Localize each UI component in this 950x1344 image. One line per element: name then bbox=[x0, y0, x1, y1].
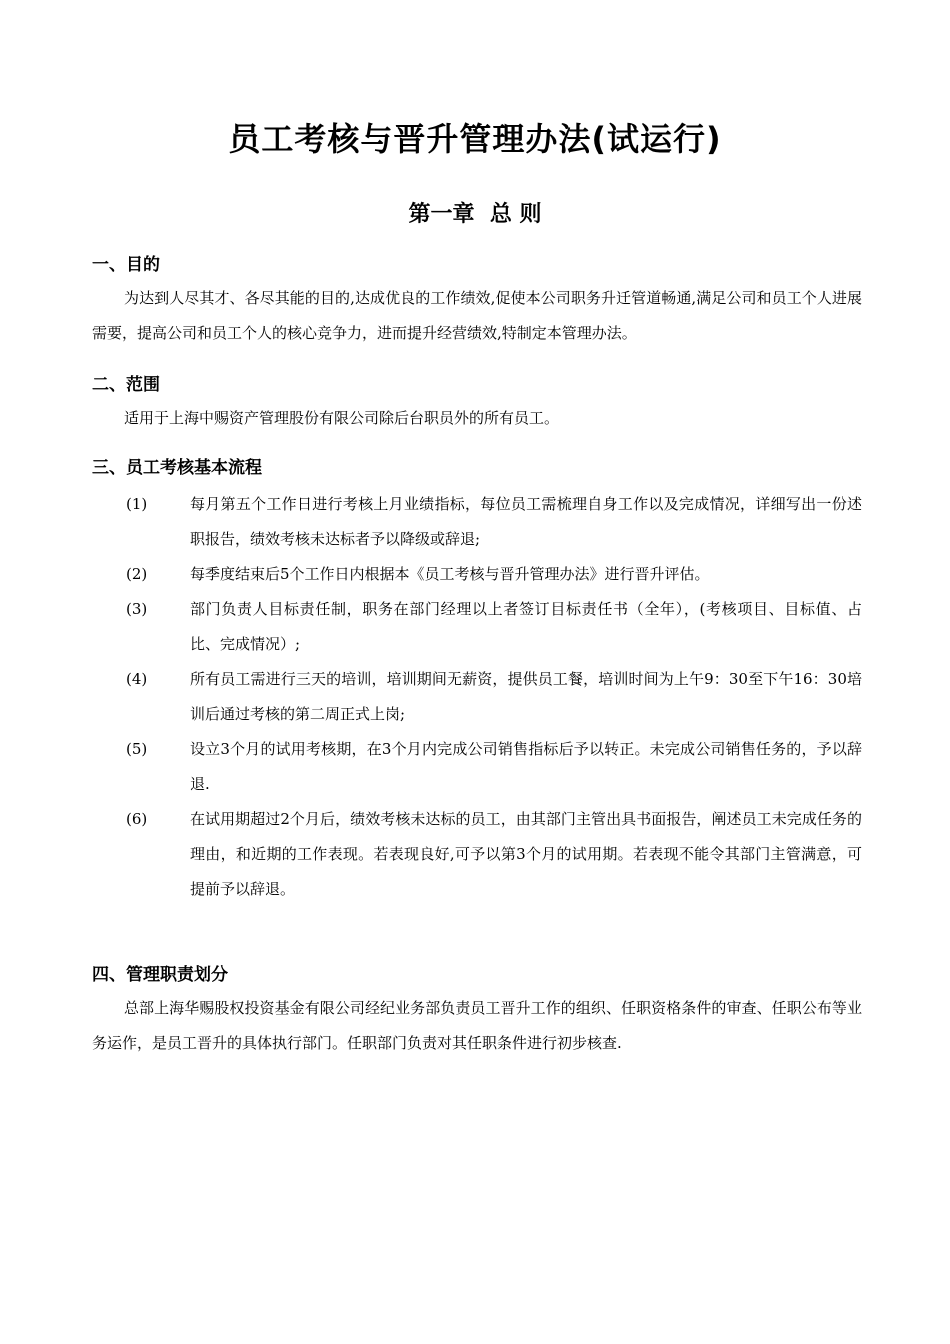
list-item bbox=[92, 732, 862, 802]
process-list bbox=[92, 487, 862, 907]
list-item bbox=[92, 487, 862, 557]
list-item-number: (4) bbox=[126, 670, 148, 688]
section-text-scope: 适用于上海中赐资产管理股份有限公司除后台职员外的所有员工。 bbox=[124, 409, 560, 427]
section-text-responsibility: 总部上海华赐股权投资基金有限公司经纪业务部负责员工晋升工作的组织、任职资格条件的审查、任职公布等业务运作，是员工晋升的具体执行部门。任职部门负责对其任职条件进行初步核查. bbox=[92, 999, 862, 1052]
section-text-purpose: 为达到人尽其才、各尽其能的目的,达成优良的工作绩效,促使本公司职务升迁管道畅通,满足公司和员工个人进展需要，提高公司和员工个人的核心竞争力，进而提升经营绩效,特制定本管理办法。 bbox=[92, 289, 862, 342]
list-item-text: 每月第五个工作日进行考核上月业绩指标，每位员工需梳理自身工作以及完成情况，详细写出一份述职报告，绩效考核未达标者予以降级或辞退; bbox=[190, 495, 862, 548]
list-item-number: (5) bbox=[126, 740, 148, 758]
list-item bbox=[92, 662, 862, 732]
list-item-text: 在试用期超过2个月后，绩效考核未达标的员工，由其部门主管出具书面报告，阐述员工未完成任务的理由，和近期的工作表现。若表现良好,可予以第3个月的试用期。若表现不能令其部门主管满意，可提前予以辞退。 bbox=[190, 810, 862, 898]
section-heading-responsibility: 四、管理职责划分 bbox=[92, 965, 228, 985]
list-item-text: 每季度结束后5个工作日内根据本《员工考核与晋升管理办法》进行晋升评估。 bbox=[190, 565, 710, 583]
list-item-number: (2) bbox=[126, 565, 148, 583]
section-heading-purpose: 一、目的 bbox=[92, 255, 160, 275]
list-item-number: (6) bbox=[126, 810, 148, 828]
section-heading-process: 三、员工考核基本流程 bbox=[92, 458, 262, 478]
list-item-text: 所有员工需进行三天的培训，培训期间无薪资，提供员工餐，培训时间为上午9：30至下午16：30培训后通过考核的第二周正式上岗; bbox=[190, 670, 862, 723]
document-title: 员工考核与晋升管理办法(试运行) bbox=[228, 120, 722, 158]
list-item-text: 部门负责人目标责任制，职务在部门经理以上者签订目标责任书（全年），(考核项目、目标值、占比、完成情况）; bbox=[190, 600, 862, 653]
list-item-number: (3) bbox=[126, 600, 148, 618]
list-item bbox=[92, 802, 862, 907]
list-item-number: (1) bbox=[126, 495, 148, 513]
list-item bbox=[92, 592, 862, 662]
section-heading-scope: 二、范围 bbox=[92, 375, 160, 395]
list-item bbox=[92, 557, 862, 592]
chapter-heading: 第一章 总 则 bbox=[408, 202, 542, 227]
list-item-text: 设立3个月的试用考核期，在3个月内完成公司销售指标后予以转正。未完成公司销售任务的，予以辞退. bbox=[190, 740, 862, 793]
